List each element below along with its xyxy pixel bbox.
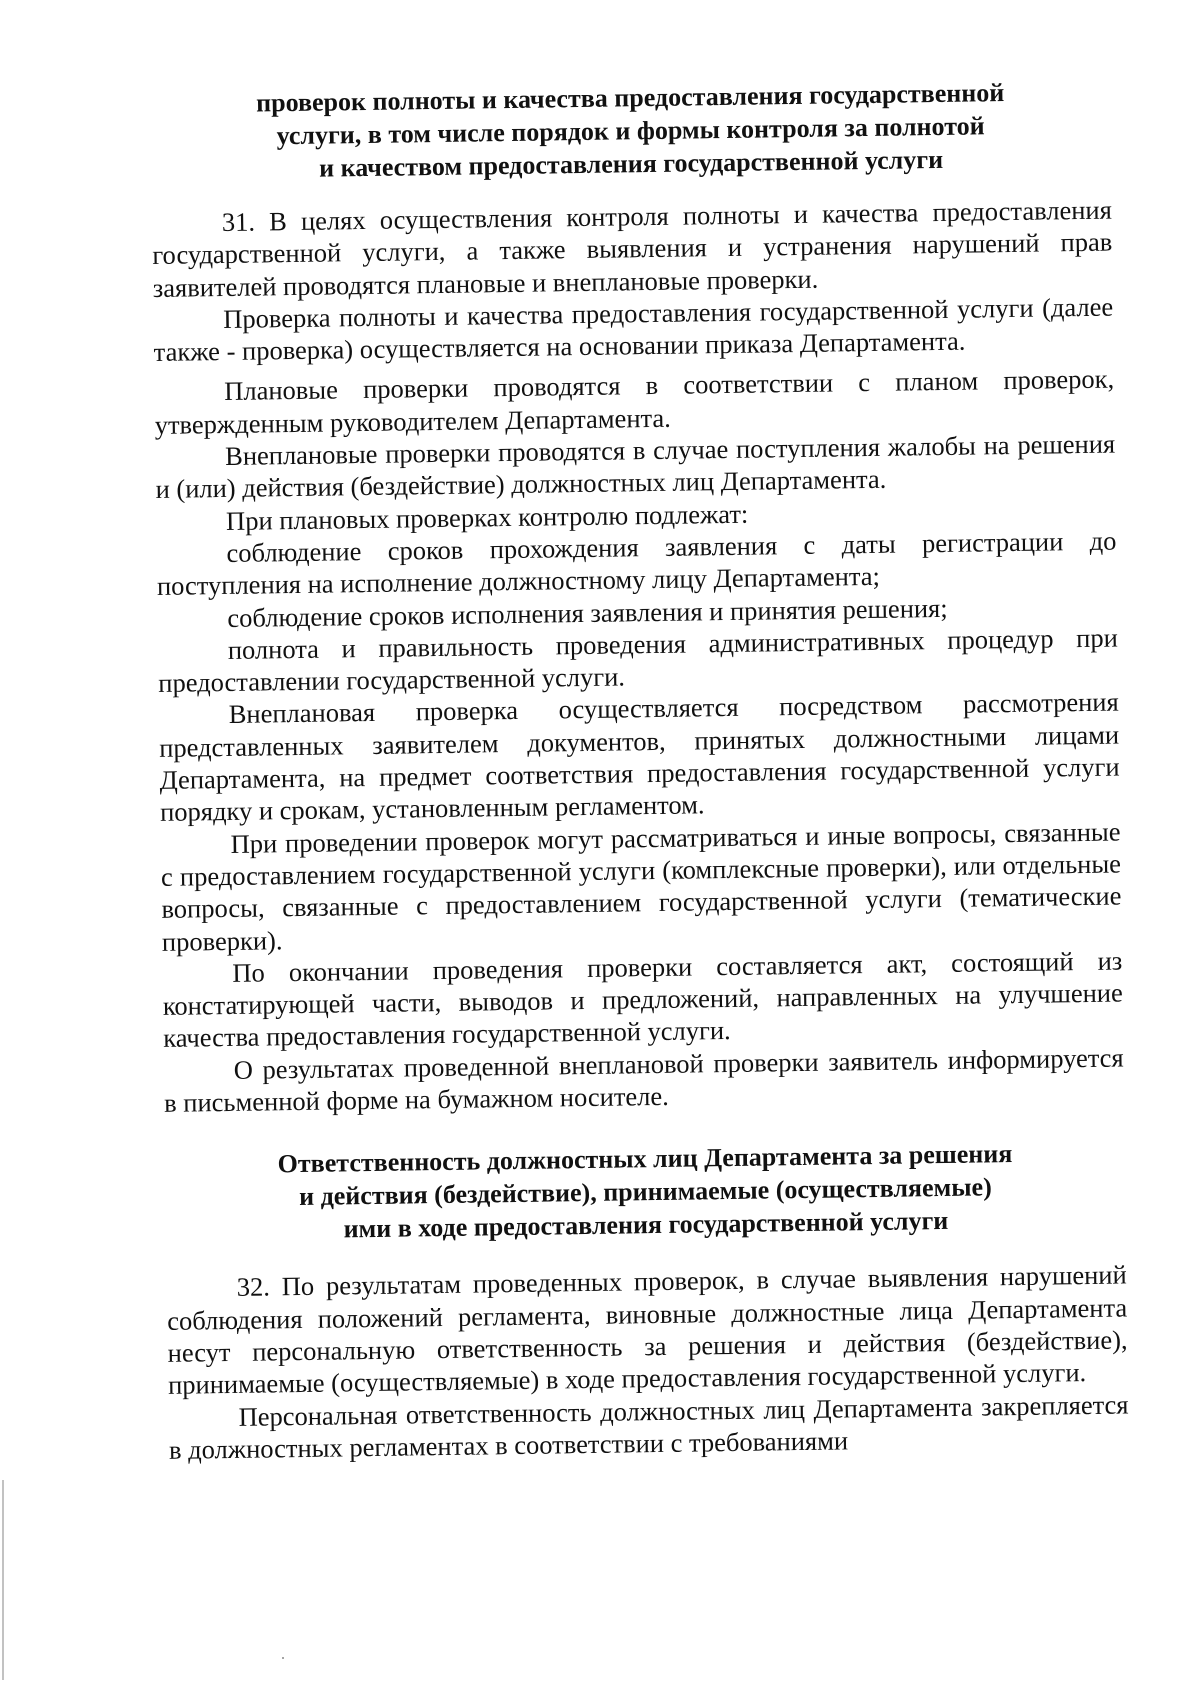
paragraph: О результатах проведенной внеплановой проверки заявитель информируется в письменной форме на бумажном носителе. — [163, 1042, 1124, 1118]
heading-line: и действия (бездействие), принимаемые (осуществляемые) — [298, 1172, 992, 1212]
paragraph: При проведении проверок могут рассматриваться и иные вопросы, связанные с предоставлением государственной услуги (комплексные проверки), или отдельные вопросы, связанные с предоставлением государственной услуги (тематические проверки). — [160, 816, 1122, 957]
paragraph: При плановых проверках контролю подлежат: — [225, 498, 749, 536]
heading-line: ими в ходе предоставления государственной услуги — [343, 1206, 949, 1244]
list-item: соблюдение сроков прохождения заявления с даты регистрации до поступления на исполнение должностному лицу Департамента; — [156, 525, 1117, 602]
scanned-sheet — [150, 75, 1129, 1466]
list-item: полнота и правильность проведения административных процедур при предоставлении государственной услуги. — [158, 622, 1118, 699]
section-body-responsibility — [167, 1259, 1130, 1466]
heading-line: Ответственность должностных лиц Департамента за решения — [277, 1139, 1013, 1179]
section-body-control — [152, 194, 1125, 1120]
paragraph: Внеплановые проверки проводятся в случае поступления жалобы на решения и (или) действия (бездействие) должностных лиц Департамента. — [155, 428, 1116, 505]
section-heading-responsibility — [185, 1136, 1106, 1248]
list-item: соблюдение сроков исполнения заявления и принятия решения; — [227, 592, 948, 633]
section-heading-control — [170, 75, 1091, 187]
paragraph: Проверка полноты и качества предоставления государственной услуги (далее также - проверка) осуществляется на основании приказа Департамента. — [153, 291, 1114, 368]
paragraph: Внеплановая проверка осуществляется посредством рассмотрения представленных заявителем документов, принятых должностными лицами Департамента, на предмет соответствия предоставления государственной услуги порядку и срокам, установленным регламентом. — [159, 686, 1120, 828]
scan-speck — [282, 1657, 284, 1659]
paragraph: Плановые проверки проводятся в соответствии с планом проверок, утвержденным руководителем Департамента. — [154, 364, 1115, 440]
paragraph: Персональная ответственность должностных лиц Департамента закрепляется в должностных регламентах в соответствии с требованиями — [168, 1388, 1129, 1465]
paragraph: По окончании проведения проверки составляется акт, состоящий из констатирующей части, выводов и предложений, направленных на улучшение качества предоставления государственной услуги. — [162, 945, 1123, 1054]
heading-line: проверок полноты и качества предоставления государственной — [255, 78, 1005, 118]
scan-edge-mark — [2, 1480, 4, 1680]
paragraph-31: 31. В целях осуществления контроля полноты и качества предоставления государственной услуги, а также выявления и устранения нарушений прав заявителей проводятся плановые и внеплановые проверки. — [152, 194, 1113, 303]
heading-line: услуги, в том числе порядок и формы контроля за полнотой — [276, 111, 985, 151]
heading-line: и качеством предоставления государственной услуги — [318, 144, 944, 183]
paragraph-32: 32. По результатам проведенных проверок, в случае выявления нарушений соблюдения положений регламента, виновные должностные лица Департамента несут персональную ответственность за решения и действия (бездействие), принимаемые (осуществляемые) в ходе предоставления государственной услуги. — [167, 1259, 1128, 1401]
